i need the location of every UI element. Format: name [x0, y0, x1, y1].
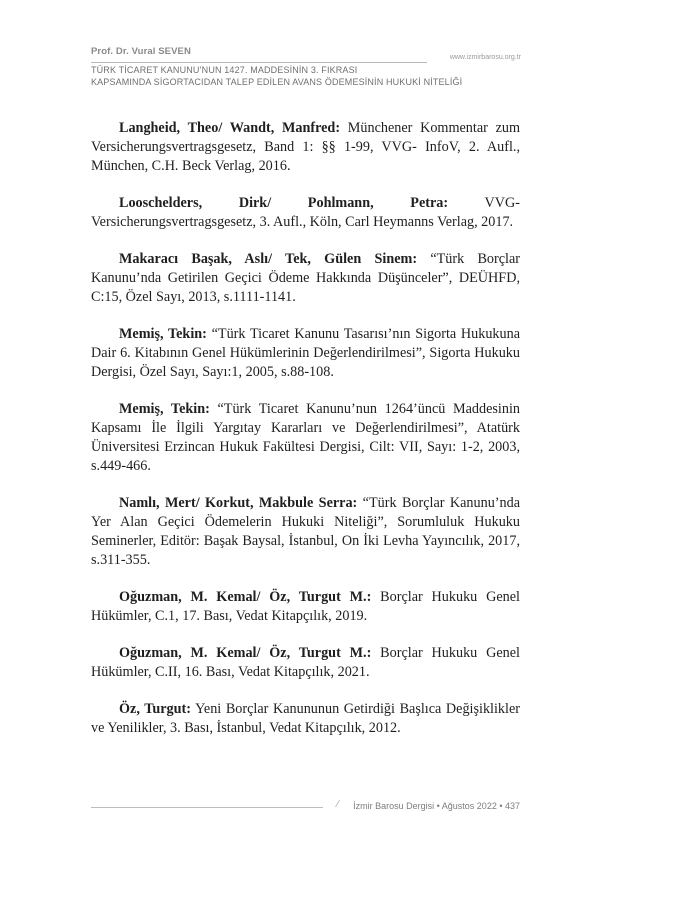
entry-author: Langheid, Theo/ Wandt, Manfred:	[119, 120, 341, 136]
footer-divider	[91, 807, 323, 808]
entry-author: Looschelders, Dirk/ Pohlmann, Petra:	[119, 195, 449, 211]
bibliography-entry	[91, 644, 520, 682]
entry-text: VVG- Versicherungsvertragsgesetz, 3. Aufl., Köln, Carl Heymanns Verlag, 2017.	[91, 195, 520, 230]
bibliography-entry	[91, 400, 520, 476]
footer-divider-notch	[323, 800, 340, 807]
entry-text: “Türk Ticaret Kanunu’nun 1264’üncü Maddesinin Kapsamı İle İlgili Yargıtay Kararları ve Değerlendirilmesi”, Atatürk Üniversitesi Erzincan Hukuk Fakültesi Dergisi, Cilt: VII, Sayı: 1-2, 2003, s.449-466.	[91, 401, 520, 474]
entry-text: Borçlar Hukuku Genel Hükümler, C.II, 16. Bası, Vedat Kitapçılık, 2021.	[91, 645, 520, 680]
bibliography-entry	[91, 194, 520, 232]
entry-text: Yeni Borçlar Kanununun Getirdiği Başlıca Değişiklikler ve Yenilikler, 3. Bası, İstanbul, Vedat Kitapçılık, 2012.	[91, 701, 520, 736]
entry-author: Öz, Turgut:	[119, 701, 191, 717]
footer-journal-info: İzmir Barosu Dergisi • Ağustos 2022 • 437	[353, 801, 520, 811]
bibliography-entry	[91, 325, 520, 382]
page-footer	[91, 798, 520, 818]
header-author: Prof. Dr. Vural SEVEN	[91, 46, 191, 57]
header-website: www.izmirbarosu.org.tr	[449, 54, 521, 61]
bibliography-entry	[91, 119, 520, 176]
bibliography-entry	[91, 250, 520, 307]
bibliography-entry	[91, 700, 520, 738]
entry-text: Borçlar Hukuku Genel Hükümler, C.1, 17. Bası, Vedat Kitapçılık, 2019.	[91, 589, 520, 624]
entry-text: “Türk Borçlar Kanunu’nda Yer Alan Geçici Ödemelerin Hukuki Niteliği”, Sorumluluk Hukuku Seminerler, Editör: Başak Baysal, İstanbul, On İki Levha Yayıncılık, 2017, s.311-355.	[91, 495, 520, 568]
entry-author: Namlı, Mert/ Korkut, Makbule Serra:	[119, 495, 358, 511]
bibliography-entry	[91, 588, 520, 626]
entry-text: Münchener Kommentar zum Versicherungsvertragsgesetz, Band 1: §§ 1-99, VVG- InfoV, 2. Aufl., München, C.H. Beck Verlag, 2016.	[91, 120, 520, 174]
bibliography-list	[91, 119, 520, 756]
entry-author: Makaracı Başak, Aslı/ Tek, Gülen Sinem:	[119, 251, 418, 267]
header-divider	[91, 62, 427, 63]
header-title-line-1: TÜRK TİCARET KANUNU’NUN 1427. MADDESİNİN 3. FIKRASI	[91, 65, 358, 75]
bibliography-entry	[91, 494, 520, 570]
entry-text: “Türk Borçlar Kanunu’nda Getirilen Geçici Ödeme Hakkında Düşünceler”, DEÜHFD, C:15, Özel Sayı, 2013, s.1111-1141.	[91, 251, 521, 305]
entry-author: Memiş, Tekin:	[119, 401, 210, 417]
entry-author: Oğuzman, M. Kemal/ Öz, Turgut M.:	[119, 645, 372, 661]
entry-text: “Türk Ticaret Kanunu Tasarısı’nın Sigorta Hukukuna Dair 6. Kitabının Genel Hükümlerinin Değerlendirilmesi”, Sigorta Hukuku Dergisi, Özel Sayı, Sayı:1, 2005, s.88-108.	[91, 326, 521, 380]
entry-author: Memiş, Tekin:	[119, 326, 207, 342]
running-header	[91, 46, 521, 87]
header-title-line-2: KAPSAMINDA SİGORTACIDAN TALEP EDİLEN AVANS ÖDEMESİNİN HUKUKİ NİTELİĞİ	[91, 77, 463, 87]
header-article-title	[91, 64, 462, 88]
entry-author: Oğuzman, M. Kemal/ Öz, Turgut M.:	[119, 589, 372, 605]
